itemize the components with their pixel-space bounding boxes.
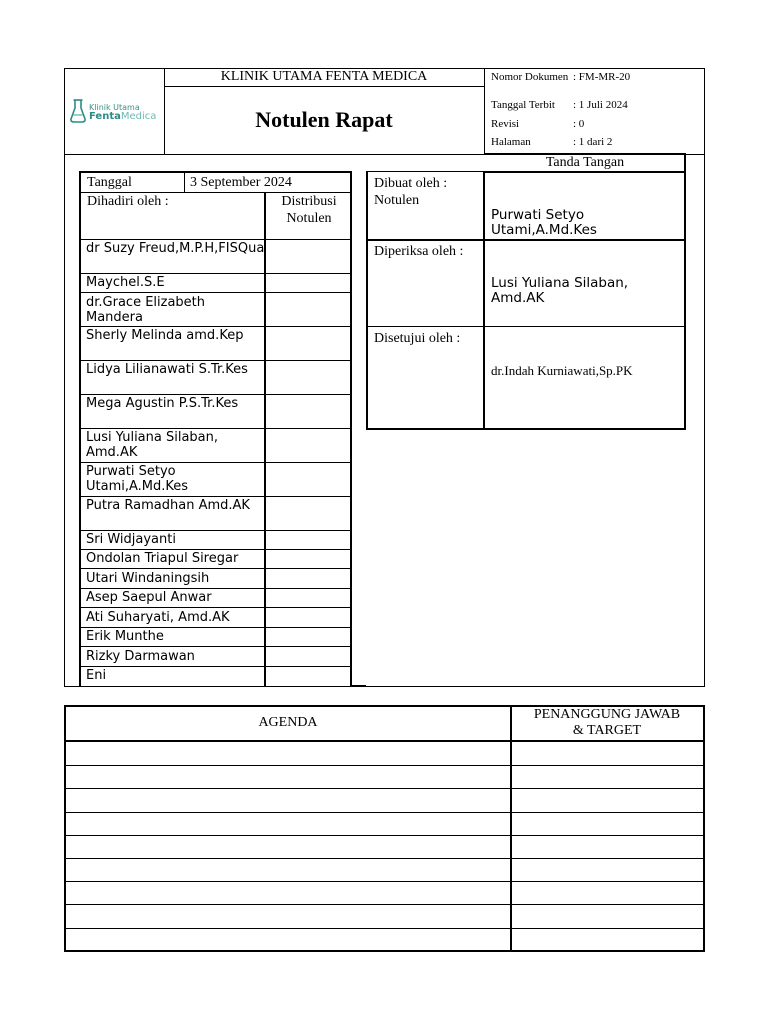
attendee-name: dr.Grace Elizabeth Mandera — [86, 295, 206, 325]
attendee-name: Sri Widjayanti — [86, 532, 176, 547]
meta-label-nomor: Nomor Dokumen — [491, 71, 569, 83]
attendee-name: Eni — [86, 668, 107, 683]
meta-value-nomor: : FM-MR-20 — [573, 71, 631, 83]
attendee-name: Mega Agustin P.S.Tr.Kes — [86, 396, 239, 411]
logo-line1: Klinik Utama — [89, 103, 140, 112]
meta-value-revisi: : 0 — [573, 118, 585, 130]
attendee-name: Utari Windaningsih — [86, 571, 210, 586]
meta-label-revisi: Revisi — [491, 118, 520, 130]
checked-by-label: Diperiksa oleh : — [374, 244, 464, 259]
approved-by-label: Disetujui oleh : — [374, 331, 461, 346]
attendee-name: Erik Munthe — [86, 629, 164, 644]
attendee-name: Lusi Yuliana Silaban, Amd.AK — [86, 430, 219, 460]
attendee-name: Maychel.S.E — [86, 275, 165, 290]
attendee-name: Purwati Setyo Utami,A.Md.Kes — [86, 464, 189, 494]
signature-title: Tanda Tangan — [545, 155, 625, 170]
attendee-name: Asep Saepul Anwar — [86, 590, 212, 605]
flask-icon — [70, 99, 86, 123]
distribution-label: Distribusi Notulen — [281, 194, 337, 226]
logo-line2: FentaMedica — [89, 111, 157, 122]
attendee-name: Lidya Lilianawati S.Tr.Kes — [86, 362, 248, 377]
made-by-label: Dibuat oleh : Notulen — [374, 176, 448, 208]
date-label: Tanggal — [87, 175, 132, 190]
meta-value-tanggal-terbit: : 1 Juli 2024 — [573, 99, 628, 111]
clinic-name: KLINIK UTAMA FENTA MEDICA — [220, 69, 428, 84]
attendee-name: dr Suzy Freud,M.P.H,FISQua — [86, 241, 265, 256]
clinic-logo — [70, 98, 162, 126]
attendee-name: Ati Suharyati, Amd.AK — [86, 610, 230, 625]
document-title: Notulen Rapat — [255, 107, 393, 132]
pic-target-header: PENANGGUNG JAWAB & TARGET — [533, 707, 681, 738]
attendee-name: Sherly Melinda amd.Kep — [86, 328, 244, 343]
made-by-name: Purwati Setyo Utami,A.Md.Kes — [491, 207, 597, 238]
date-value: 3 September 2024 — [190, 175, 292, 190]
meta-value-halaman: : 1 dari 2 — [573, 136, 613, 148]
meta-label-tanggal-terbit: Tanggal Terbit — [491, 99, 555, 111]
attendee-name: Rizky Darmawan — [86, 649, 195, 664]
attended-label: Dihadiri oleh : — [87, 194, 169, 209]
checked-by-name: Lusi Yuliana Silaban, Amd.AK — [491, 275, 629, 306]
attendee-name: Putra Ramadhan Amd.AK — [86, 498, 250, 513]
meta-label-halaman: Halaman — [491, 136, 531, 148]
agenda-header: AGENDA — [258, 715, 318, 730]
attendee-name: Ondolan Triapul Siregar — [86, 551, 239, 566]
approved-by-name: dr.Indah Kurniawati,Sp.PK — [491, 363, 633, 378]
